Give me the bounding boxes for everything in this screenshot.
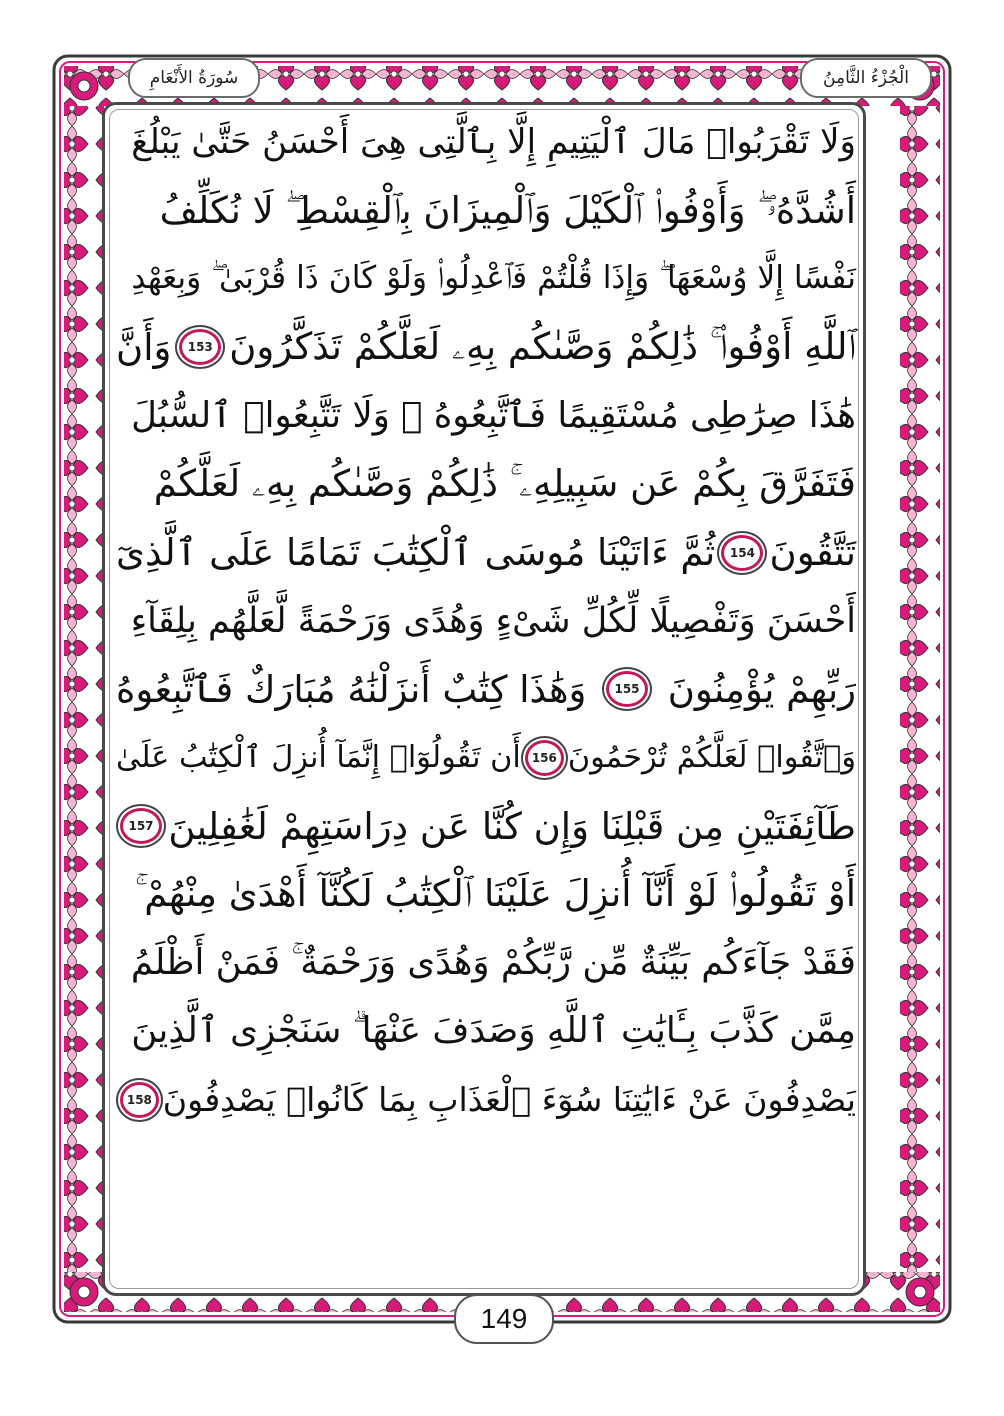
text-line-9 [116,655,856,723]
line-text: يَصْدِفُونَ عَنْ ءَايَٰتِنَا سُوٓءَ ٱلْعَذَابِ بِمَا كَانُوا۟ يَصْدِفُونَ [162,1080,856,1120]
line-text-after: أَن تَقُولُوٓا۟ إِنَّمَآ أُنزِلَ ٱلْكِتَٰبُ عَلَىٰ [116,740,521,776]
text-line-6 [116,450,856,518]
line-text-after: ثُمَّ ءَاتَيْنَا مُوسَى ٱلْكِتَٰبَ تَمَامًا عَلَى ٱلَّذِىٓ [116,531,716,575]
text-line-11 [116,792,856,860]
text-line-4 [116,313,856,381]
line-text: ٱللَّهِ أَوْفُوا۟ ۚ ذَٰلِكُمْ وَصَّىٰكُم بِهِۦ لَعَلَّكُمْ تَذَكَّرُونَ [229,325,856,369]
page-number [454,1294,554,1344]
ayah-number-marker: 154 [721,535,763,571]
line-text: فَقَدْ جَآءَكُم بَيِّنَةٌ مِّن رَّبِّكُمْ وَهُدًى وَرَحْمَةٌ ۚ فَمَنْ أَظْلَمُ [130,941,856,983]
ayah-number-marker: 155 [606,671,648,707]
text-line-15 [116,1065,856,1133]
line-text: أَحْسَنَ وَتَفْصِيلًا لِّكُلِّ شَىْءٍ وَهُدًى وَرَحْمَةً لَّعَلَّهُم بِلِقَآءِ [130,600,856,642]
text-line-8 [116,587,856,655]
line-text: أَشُدَّهُۥ ۖ وَأَوْفُوا۟ ٱلْكَيْلَ وَٱلْمِيزَانَ بِٱلْقِسْطِ ۖ لَا نُكَلِّفُ [159,188,856,232]
line-text: تَتَّقُونَ [769,531,856,575]
line-text: وَٱتَّقُوا۟ لَعَلَّكُمْ تُرْحَمُونَ [567,740,856,776]
quran-text [116,108,856,1134]
line-text: مِمَّن كَذَّبَ بِـَٔايَٰتِ ٱللَّهِ وَصَدَفَ عَنْهَا ۗ سَنَجْزِى ٱلَّذِينَ [131,1010,856,1052]
text-line-10 [116,724,856,792]
ayah-number-marker: 158 [120,1082,159,1118]
text-line-12 [116,860,856,928]
text-line-5 [116,382,856,450]
juz-header [800,58,932,98]
ayah-number-marker: 157 [120,808,162,844]
line-text: طَآئِفَتَيْنِ مِن قَبْلِنَا وَإِن كُنَّا عَن دِرَاسَتِهِمْ لَغَٰفِلِينَ [168,804,856,848]
text-line-13 [116,929,856,997]
ayah-number-marker: 156 [525,740,564,776]
line-text: وَلَا تَقْرَبُوا۟ مَالَ ٱلْيَتِيمِ إِلَّا بِٱلَّتِى هِىَ أَحْسَنُ حَتَّىٰ يَبْلُغَ [131,122,856,163]
page-number-text: 149 [480,1303,528,1334]
text-line-14 [116,997,856,1065]
text-line-3 [116,245,856,313]
line-text-after: وَأَنَّ [116,325,172,369]
line-text: أَوْ تَقُولُوا۟ لَوْ أَنَّآ أُنزِلَ عَلَيْنَا ٱلْكِتَٰبُ لَكُنَّآ أَهْدَىٰ مِنْهُمْ ۚ [135,872,856,916]
line-text-after: وَهَٰذَا كِتَٰبٌ أَنزَلْنَٰهُ مُبَارَكٌ فَٱتَّبِعُوهُ [116,667,587,711]
text-line-7 [116,518,856,586]
surah-title: سُورَةُ الأَنْعَامِ [149,68,239,88]
line-text: نَفْسًا إِلَّا وُسْعَهَا ۖ وَإِذَا قُلْتُمْ فَٱعْدِلُوا۟ وَلَوْ كَانَ ذَا قُرْبَىٰ ۖ وَبِعَهْدِ [131,260,856,297]
line-text: هَٰذَا صِرَٰطِى مُسْتَقِيمًا فَٱتَّبِعُوهُ ۖ وَلَا تَتَّبِعُوا۟ ٱلسُّبُلَ [131,395,856,437]
ayah-number-marker: 153 [179,329,221,365]
line-text: رَبِّهِمْ يُؤْمِنُونَ [667,667,856,711]
text-line-2 [116,176,856,244]
juz-title: الْجُزْءُ الثَّامِنُ [823,68,909,88]
surah-header [128,58,260,98]
line-text: فَتَفَرَّقَ بِكُمْ عَن سَبِيلِهِۦ ۚ ذَٰلِكُمْ وَصَّىٰكُم بِهِۦ لَعَلَّكُمْ [153,462,856,506]
text-line-1 [116,108,856,176]
